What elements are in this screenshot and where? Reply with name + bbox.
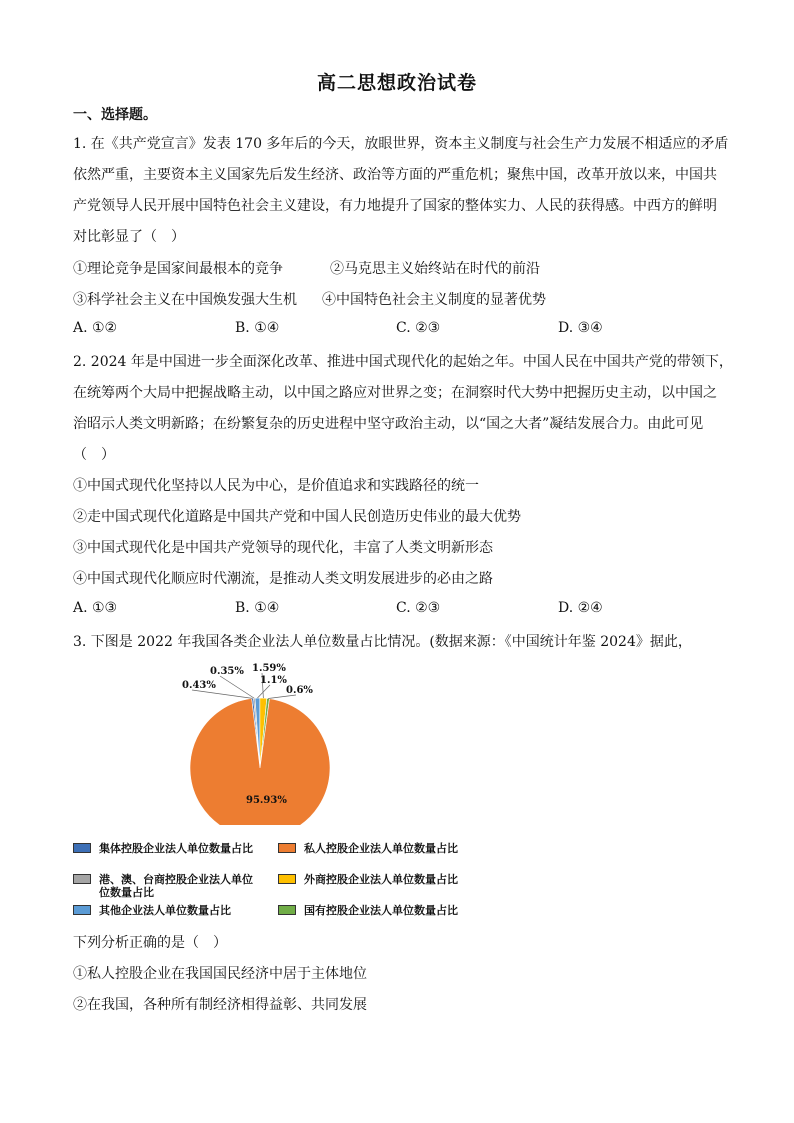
q2-item-2: ②走中国式现代化道路是中国共产党和中国人民创造历史伟业的最大优势 xyxy=(73,509,521,525)
q1-item-4: ④中国特色社会主义制度的显著优势 xyxy=(322,292,546,308)
q2-line-4: （ ） xyxy=(73,447,115,463)
data-label-1: 95.93% xyxy=(246,795,287,806)
data-label-3: 1.59% xyxy=(252,663,286,674)
page-title: 高二思想政治试卷 xyxy=(316,72,477,94)
data-label-2: 0.35% xyxy=(210,666,244,677)
legend-label: 港、澳、台商控股企业法人单位 位数量占比 xyxy=(99,873,253,899)
legend-label: 其他企业法人单位数量占比 xyxy=(99,904,231,917)
q1-line-4: 对比彰显了（ ） xyxy=(73,229,185,245)
q1-item-2: ②马克思主义始终站在时代的前沿 xyxy=(330,261,540,277)
legend-label: 私人控股企业法人单位数量占比 xyxy=(304,842,458,855)
q1-item-1: ①理论竞争是国家间最根本的竞争 xyxy=(73,261,283,277)
q2-item-3: ③中国式现代化是中国共产党领导的现代化，丰富了人类文明新形态 xyxy=(73,540,493,556)
q2-option-a: A. ①③ xyxy=(73,600,118,616)
legend-swatch xyxy=(73,905,91,915)
legend-label: 外商控股企业法人单位数量占比 xyxy=(304,873,458,886)
legend-swatch xyxy=(278,874,296,884)
q3-question: 下列分析正确的是（ ） xyxy=(73,935,227,951)
q1-option-a: A. ①② xyxy=(73,320,118,336)
q2-option-c: C. ②③ xyxy=(396,600,441,616)
q1-option-d: D. ③④ xyxy=(558,320,603,336)
q2-option-b: B. ①④ xyxy=(235,600,280,616)
q1-option-b: B. ①④ xyxy=(235,320,280,336)
q2-item-1: ①中国式现代化坚持以人民为中心，是价值追求和实践路径的统一 xyxy=(73,478,479,494)
leader-line-4 xyxy=(257,685,270,698)
q2-line-2: 在统筹两个大局中把握战略主动，以中国之路应对世界之变；在洞察时代大势中把握历史主动，以中国之 xyxy=(73,385,717,401)
legend-swatch xyxy=(278,843,296,853)
data-label-5: 0.6% xyxy=(286,685,313,696)
legend-label: 集体控股企业法人单位数量占比 xyxy=(99,842,253,855)
legend-label: 国有控股企业法人单位数量占比 xyxy=(304,904,458,917)
data-label-4: 1.1% xyxy=(260,675,287,686)
q3-item-2: ②在我国，各种所有制经济相得益彰、共同发展 xyxy=(73,997,367,1013)
legend-swatch xyxy=(73,843,91,853)
legend-swatch xyxy=(278,905,296,915)
q1-line-1: 1. 在《共产党宣言》发表 170 多年后的今天，放眼世界，资本主义制度与社会生产力发展不相适应的矛盾 xyxy=(73,136,729,152)
q1-item-3: ③科学社会主义在中国焕发强大生机 xyxy=(73,292,297,308)
q3-item-1: ①私人控股企业在我国国民经济中居于主体地位 xyxy=(73,966,367,982)
pie-chart xyxy=(160,655,350,825)
q2-line-1: 2. 2024 年是中国进一步全面深化改革、推进中国式现代化的起始之年。中国人民在中国共产党的带领下， xyxy=(73,354,733,370)
q3-intro: 3. 下图是 2022 年我国各类企业法人单位数量占比情况。(数据来源：《中国统计年鉴 2024》据此， xyxy=(73,634,692,650)
q1-option-c: C. ②③ xyxy=(396,320,441,336)
q1-line-3: 产党领导人民开展中国特色社会主义建设，有力地提升了国家的整体实力、人民的获得感。中西方的鲜明 xyxy=(73,198,717,214)
legend-swatch xyxy=(73,874,91,884)
section-heading: 一、选择题。 xyxy=(73,107,157,123)
q2-item-4: ④中国式现代化顺应时代潮流，是推动人类文明发展进步的必由之路 xyxy=(73,571,493,587)
q2-line-3: 治昭示人类文明新路；在纷繁复杂的历史进程中坚守政治主动，以“国之大者”凝结发展合力。由此可见 xyxy=(73,416,704,432)
data-label-0: 0.43% xyxy=(182,680,216,691)
q1-line-2: 依然严重，主要资本主义国家先后发生经济、政治等方面的严重危机；聚焦中国，改革开放以来，中国共 xyxy=(73,167,717,183)
q2-option-d: D. ②④ xyxy=(558,600,603,616)
